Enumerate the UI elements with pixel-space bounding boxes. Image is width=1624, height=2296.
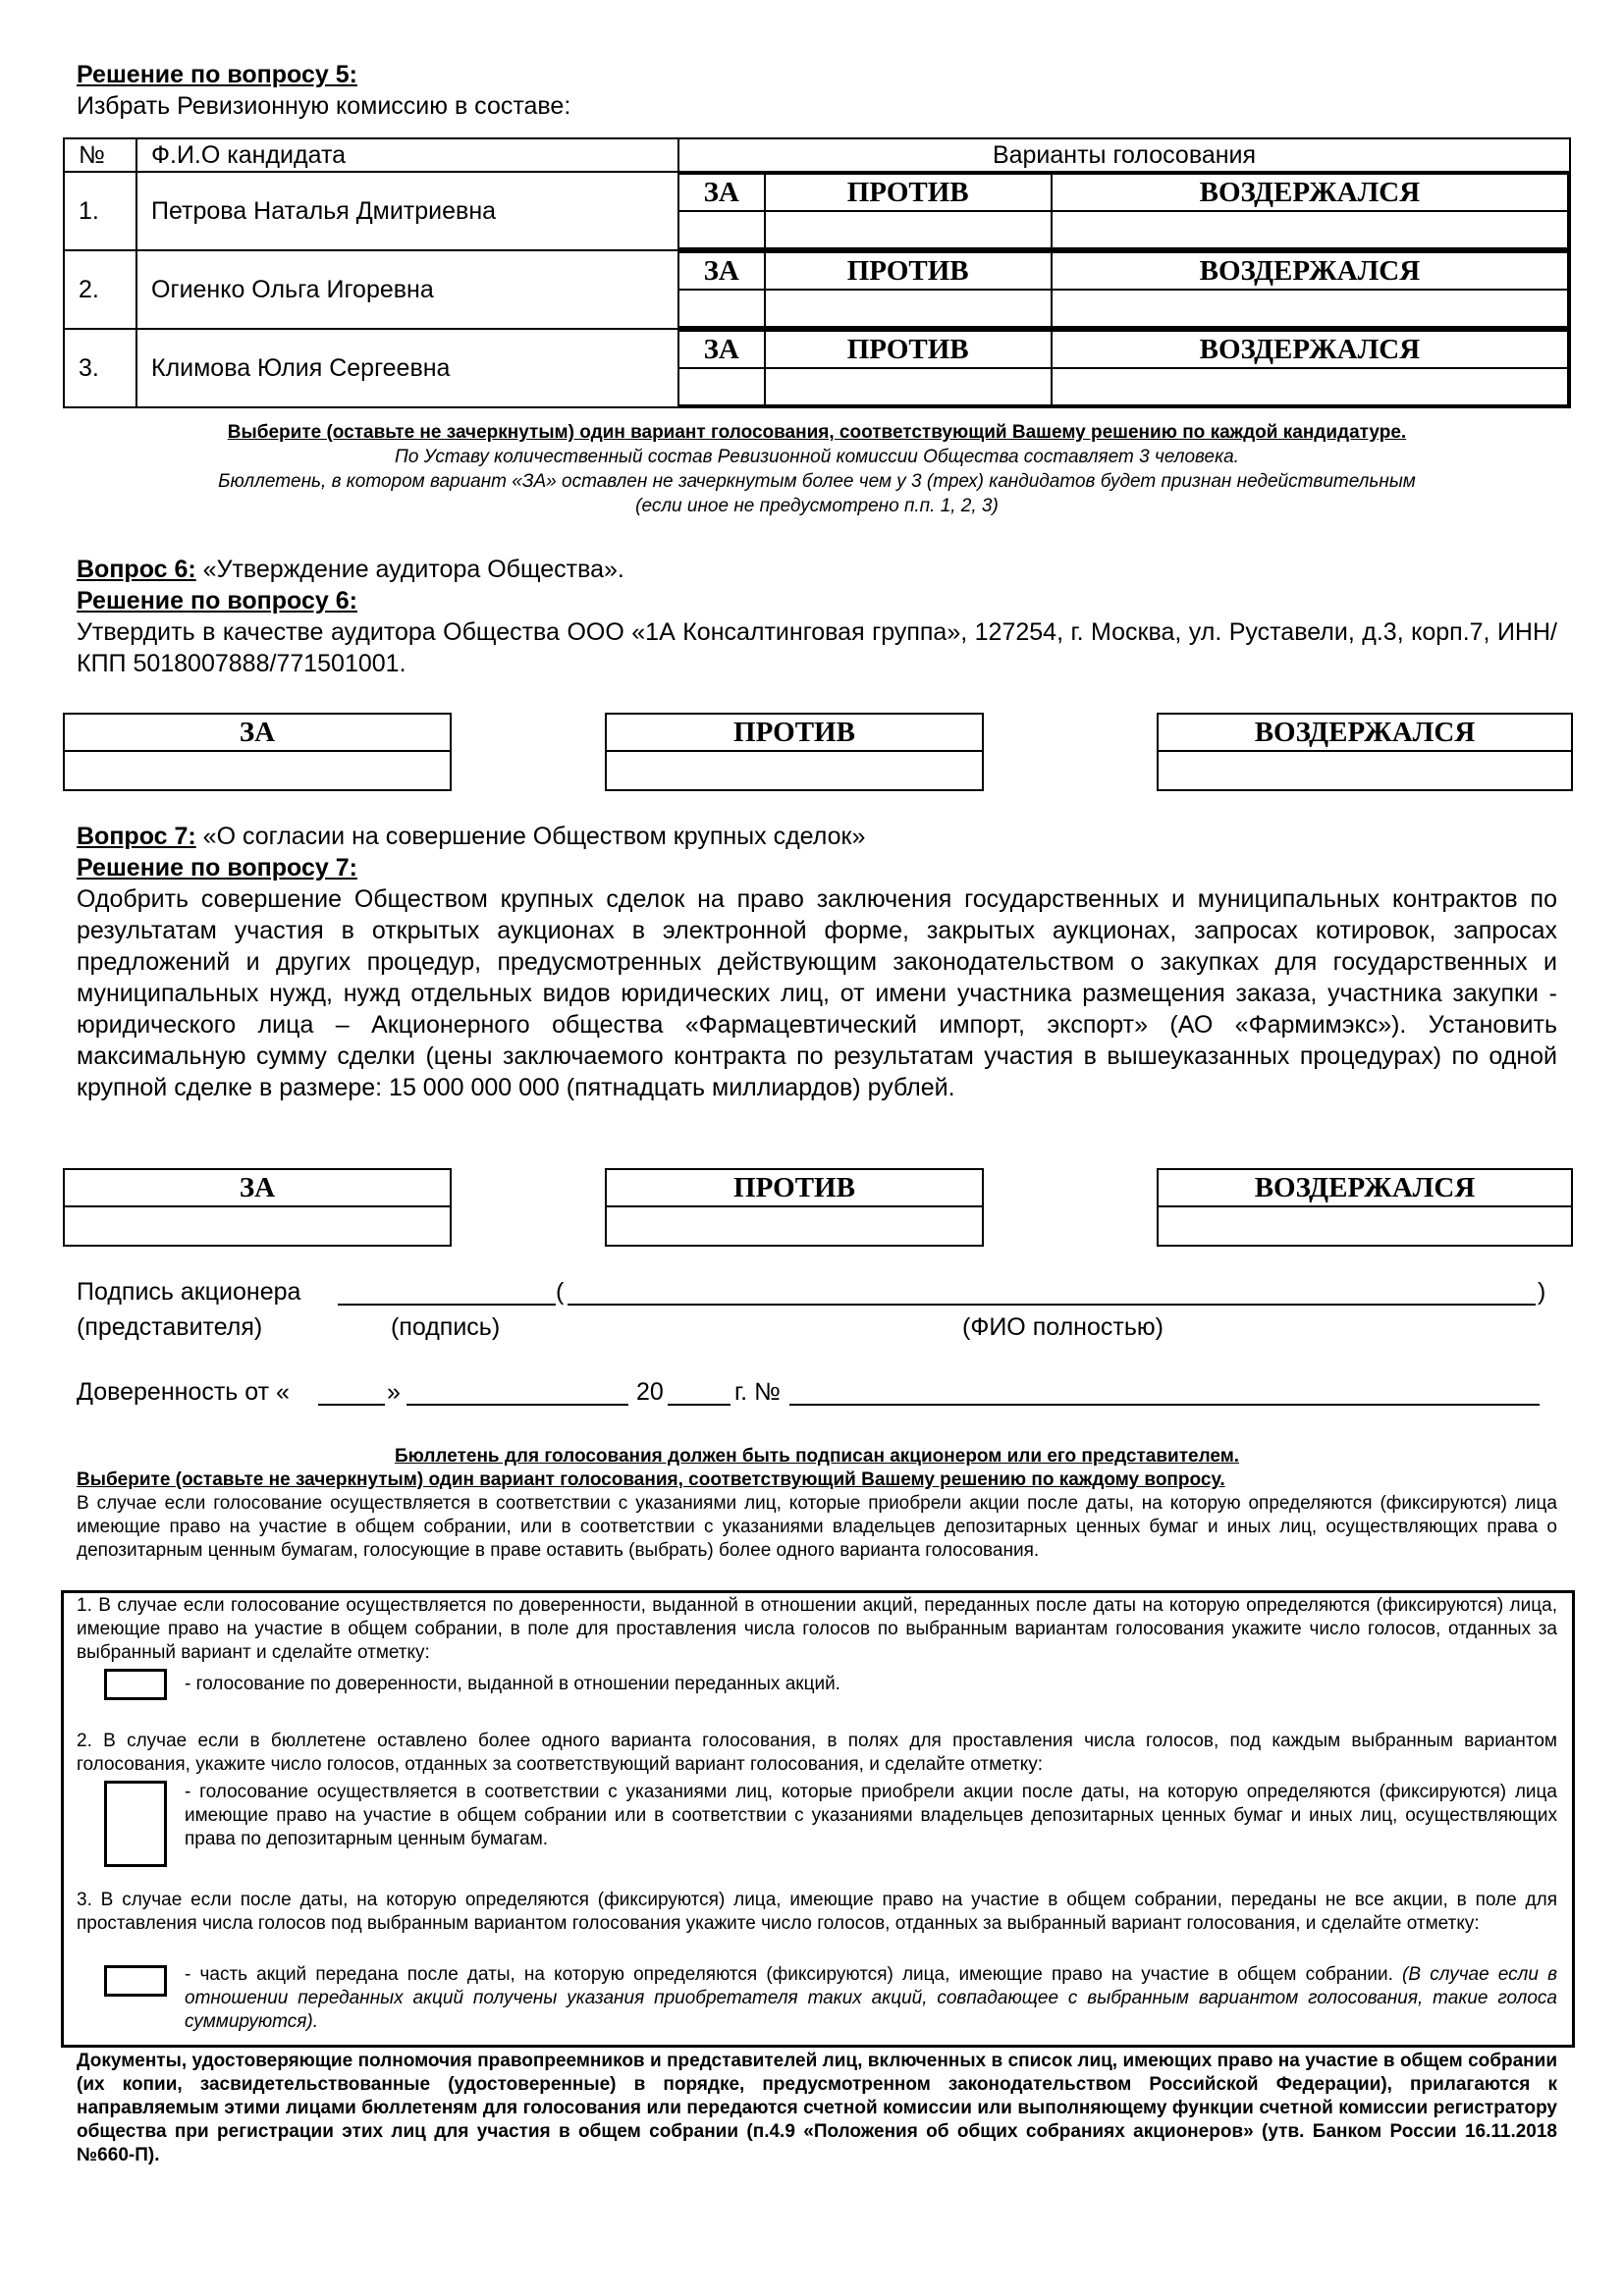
- vote-option-vozd[interactable]: ВОЗДЕРЖАЛСЯ: [1052, 174, 1568, 211]
- vote-count-protiv[interactable]: [765, 368, 1052, 405]
- vote-cell: [678, 250, 1570, 329]
- vote-count-za[interactable]: [679, 290, 765, 327]
- signature-sign-hint: (подпись): [391, 1313, 501, 1341]
- vote-option-vozd[interactable]: ВОЗДЕРЖАЛСЯ: [1052, 331, 1568, 368]
- frame-p2: 2. В случае если в бюллетене оставлено более одного варианта голосования, в полях для проставления числа голосов, под каждым выбранным вариантом голосования, укажите число голосов, отданных за соответствующий вариант голосования, и сделайте отметку:: [77, 1731, 1557, 1775]
- header-variants: Варианты голосования: [678, 138, 1570, 172]
- vote-count-vozd[interactable]: [1052, 290, 1568, 327]
- q5-note-line2: По Уставу количественный состав Ревизионной комиссии Общества составляет 3 человека.: [395, 447, 1239, 467]
- q5-note-bold: Выберите (оставьте не зачеркнутым) один вариант голосования, соответствующий Вашему решению по каждой кандидатуре.: [227, 422, 1407, 443]
- q7-question: [77, 821, 865, 852]
- q5-note-line3: Бюллетень, в котором вариант «ЗА» оставлен не зачеркнутым более чем у 3 (трех) кандидатов будет признан недействительным: [218, 471, 1416, 492]
- vote-option-vozd[interactable]: ВОЗДЕРЖАЛСЯ: [1052, 252, 1568, 290]
- checkbox-partial[interactable]: [104, 1965, 167, 1997]
- q6-vote-za-label: ЗА: [65, 715, 450, 752]
- proxy-from: Доверенность от «: [77, 1378, 290, 1406]
- proxy-month-line[interactable]: [406, 1404, 628, 1406]
- header-num: №: [64, 138, 136, 172]
- vote-option-za[interactable]: ЗА: [679, 174, 765, 211]
- q6-vote-vozd-label: ВОЗДЕРЖАЛСЯ: [1159, 715, 1571, 752]
- proxy-num: г. №: [734, 1378, 781, 1406]
- checkbox-instructions[interactable]: [104, 1781, 167, 1867]
- frame-p3-check-text: - часть акций передана после даты, на которую определяются (фиксируются) лица, имеющие право на участие в общем собрании.: [185, 1964, 1393, 1985]
- frame-p2-check-label: - голосование осуществляется в соответствии с указаниями лиц, которые приобрели акции после даты, на которую определяются (фиксируются) лица имеющие право на участие в общем собрании или в соответствии с указаниями владельцев депозитарных ценных бумаг и иных лиц, осуществляющих права по депозитарным ценным бумагам.: [185, 1782, 1557, 1849]
- q7-vote-protiv-label: ПРОТИВ: [607, 1170, 982, 1207]
- vote-count-protiv[interactable]: [765, 290, 1052, 327]
- vote-option-za[interactable]: ЗА: [679, 252, 765, 290]
- footer-note: Документы, удостоверяющие полномочия правопреемников и представителей лиц, включенных в список лиц, имеющих право на участие в общем собрании (их копии, засвидетельствованные (удостоверенные) в порядке, предусмотренном законодательством Российской Федерации), прилагаются к направляемым этими лицами бюллетеням для голосования или передаются счетной комиссии или выполняющему функции счетной комиссии регистратору общества при регистрации этих лиц для участия в общем собрании (п.4.9 «Положения об общих собраниях акционеров» (утв. Банком России 16.11.2018 №660-П).: [77, 2051, 1557, 2165]
- q7-vote-vozd[interactable]: [1157, 1168, 1573, 1247]
- must-sign-note: Бюллетень для голосования должен быть подписан акционером или его представителем.: [394, 1446, 1240, 1467]
- proxy-quote-close: »: [387, 1378, 401, 1406]
- q6-question-text: «Утверждение аудитора Общества».: [195, 556, 624, 583]
- q7-vote-vozd-label: ВОЗДЕРЖАЛСЯ: [1159, 1170, 1571, 1207]
- q6-vote-vozd[interactable]: [1157, 713, 1573, 791]
- q7-vote-za-label: ЗА: [65, 1170, 450, 1207]
- q6-question-label: Вопрос 6:: [77, 556, 196, 583]
- q7-question-text: «О согласии на совершение Обществом крупных сделок»: [195, 823, 866, 850]
- vote-count-vozd[interactable]: [1052, 211, 1568, 248]
- vote-count-protiv[interactable]: [765, 211, 1052, 248]
- vote-option-za[interactable]: ЗА: [679, 331, 765, 368]
- proxy-year-line[interactable]: [668, 1404, 731, 1406]
- bottom-para1: В случае если голосование осуществляется в соответствии с указаниями лиц, которые приобрели акции после даты, на которую определяются (фиксируются) лица имеющие право на участие в общем собрании, или в соответствии с указаниями владельцев депозитарных ценных бумаг и иных лиц, осуществляющих права о депозитарным ценным бумагам, голосующие в праве оставить (выбрать) более одного варианта голосования.: [77, 1493, 1557, 1561]
- vote-option-protiv[interactable]: ПРОТИВ: [765, 252, 1052, 290]
- signature-open-paren: (: [556, 1278, 565, 1306]
- q7-decision-title: Решение по вопросу 7:: [77, 854, 357, 881]
- checkbox-proxy[interactable]: [104, 1669, 167, 1700]
- table-header-row: [64, 138, 1570, 172]
- candidates-table: [63, 137, 1571, 408]
- q6-decision-title: Решение по вопросу 6:: [77, 587, 357, 614]
- q5-notes: [63, 420, 1571, 518]
- vote-option-protiv[interactable]: ПРОТИВ: [765, 174, 1052, 211]
- candidate-name: Петрова Наталья Дмитриевна: [136, 172, 678, 250]
- proxy-year: 20: [636, 1378, 664, 1406]
- vote-count-vozd[interactable]: [1052, 368, 1568, 405]
- q7-vote-protiv[interactable]: [605, 1168, 984, 1247]
- vote-cell: [678, 172, 1570, 250]
- q6-vote-protiv-label: ПРОТИВ: [607, 715, 982, 752]
- signature-label: Подпись акционера: [77, 1278, 301, 1306]
- vote-option-protiv[interactable]: ПРОТИВ: [765, 331, 1052, 368]
- row-num: 3.: [64, 329, 136, 407]
- choose-one-note: Выберите (оставьте не зачеркнутым) один вариант голосования, соответствующий Вашему решению по каждому вопросу.: [77, 1469, 1225, 1490]
- frame-p3: 3. В случае если после даты, на которую определяются (фиксируются) лица, имеющие право на участие в общем собрании, переданы не все акции, в поле для проставления числа голосов под выбранным вариантом голосования укажите число голосов, отданных за выбранный вариант голосования, и сделайте отметку:: [77, 1890, 1557, 1934]
- signature-line[interactable]: [338, 1304, 556, 1306]
- header-name: Ф.И.О кандидата: [136, 138, 678, 172]
- proxy-number-line[interactable]: [789, 1404, 1540, 1406]
- frame-p3-check-label: [185, 1963, 1557, 2034]
- q6-vote-za[interactable]: [63, 713, 452, 791]
- signature-fio-hint: (ФИО полностью): [962, 1313, 1164, 1341]
- q5-decision-title: Решение по вопросу 5:: [77, 61, 357, 88]
- candidate-name: Огиенко Ольга Игоревна: [136, 250, 678, 329]
- signature-rep: (представителя): [77, 1313, 263, 1341]
- frame-p3-italic: (В случае если в отношении переданных акций получены указания приобретателя таких акций, совпадающее с выбранным вариантом голосования, такие голоса суммируются).: [185, 1964, 1558, 2032]
- frame-p1: 1. В случае если голосование осуществляется по доверенности, выданной в отношении акций, переданных после даты на которую определяются (фиксируются) лица, имеющие право на участие в общем собрании, в поле для проставления числа голосов по выбранным вариантам голосования укажите число голосов, отданных за выбранный вариант и сделайте отметку:: [77, 1595, 1557, 1663]
- q5-decision-text: Избрать Ревизионную комиссию в составе:: [77, 92, 571, 120]
- vote-count-za[interactable]: [679, 211, 765, 248]
- table-row: [64, 329, 1570, 407]
- table-row: [64, 172, 1570, 250]
- q7-question-label: Вопрос 7:: [77, 823, 196, 850]
- signature-close-paren: ): [1538, 1278, 1546, 1306]
- q6-decision-text: Утвердить в качестве аудитора Общества ООО «1А Консалтинговая группа», 127254, г. Москва, ул. Руставели, д.3, корп.7, ИНН/КПП 5018007888/771501001.: [77, 618, 1557, 677]
- q6-vote-protiv[interactable]: [605, 713, 984, 791]
- proxy-day-line[interactable]: [318, 1404, 385, 1406]
- q5-note-line4: (если иное не предусмотрено п.п. 1, 2, 3): [635, 496, 999, 516]
- row-num: 1.: [64, 172, 136, 250]
- q7-decision-text: Одобрить совершение Обществом крупных сделок на право заключения государственных и муниципальных контрактов по результатам участия в открытых аукционах в электронной форме, закрытых аукционах, запросах котировок, запросах предложений и других процедур, предусмотренных действующим законодательством о закупках для государственных и муниципальных нужд, нужд отдельных видов юридических лиц, от имени участника размещения заказа, участника закупки - юридического лица – Акционерного общества «Фармацевтический импорт, экспорт» (АО «Фармимэкс»). Установить максимальную сумму сделки (цены заключаемого контракта по результатам участия в вышеуказанных процедурах) по одной крупной сделке в размере: 15 000 000 000 (пятнадцать миллиардов) рублей.: [77, 885, 1557, 1101]
- q6-question: [77, 554, 624, 585]
- row-num: 2.: [64, 250, 136, 329]
- table-row: [64, 250, 1570, 329]
- fio-line[interactable]: [568, 1304, 1536, 1306]
- vote-cell: [678, 329, 1570, 407]
- vote-count-za[interactable]: [679, 368, 765, 405]
- candidate-name: Климова Юлия Сергеевна: [136, 329, 678, 407]
- q7-vote-za[interactable]: [63, 1168, 452, 1247]
- frame-p1-check-label: - голосование по доверенности, выданной в отношении переданных акций.: [185, 1674, 840, 1694]
